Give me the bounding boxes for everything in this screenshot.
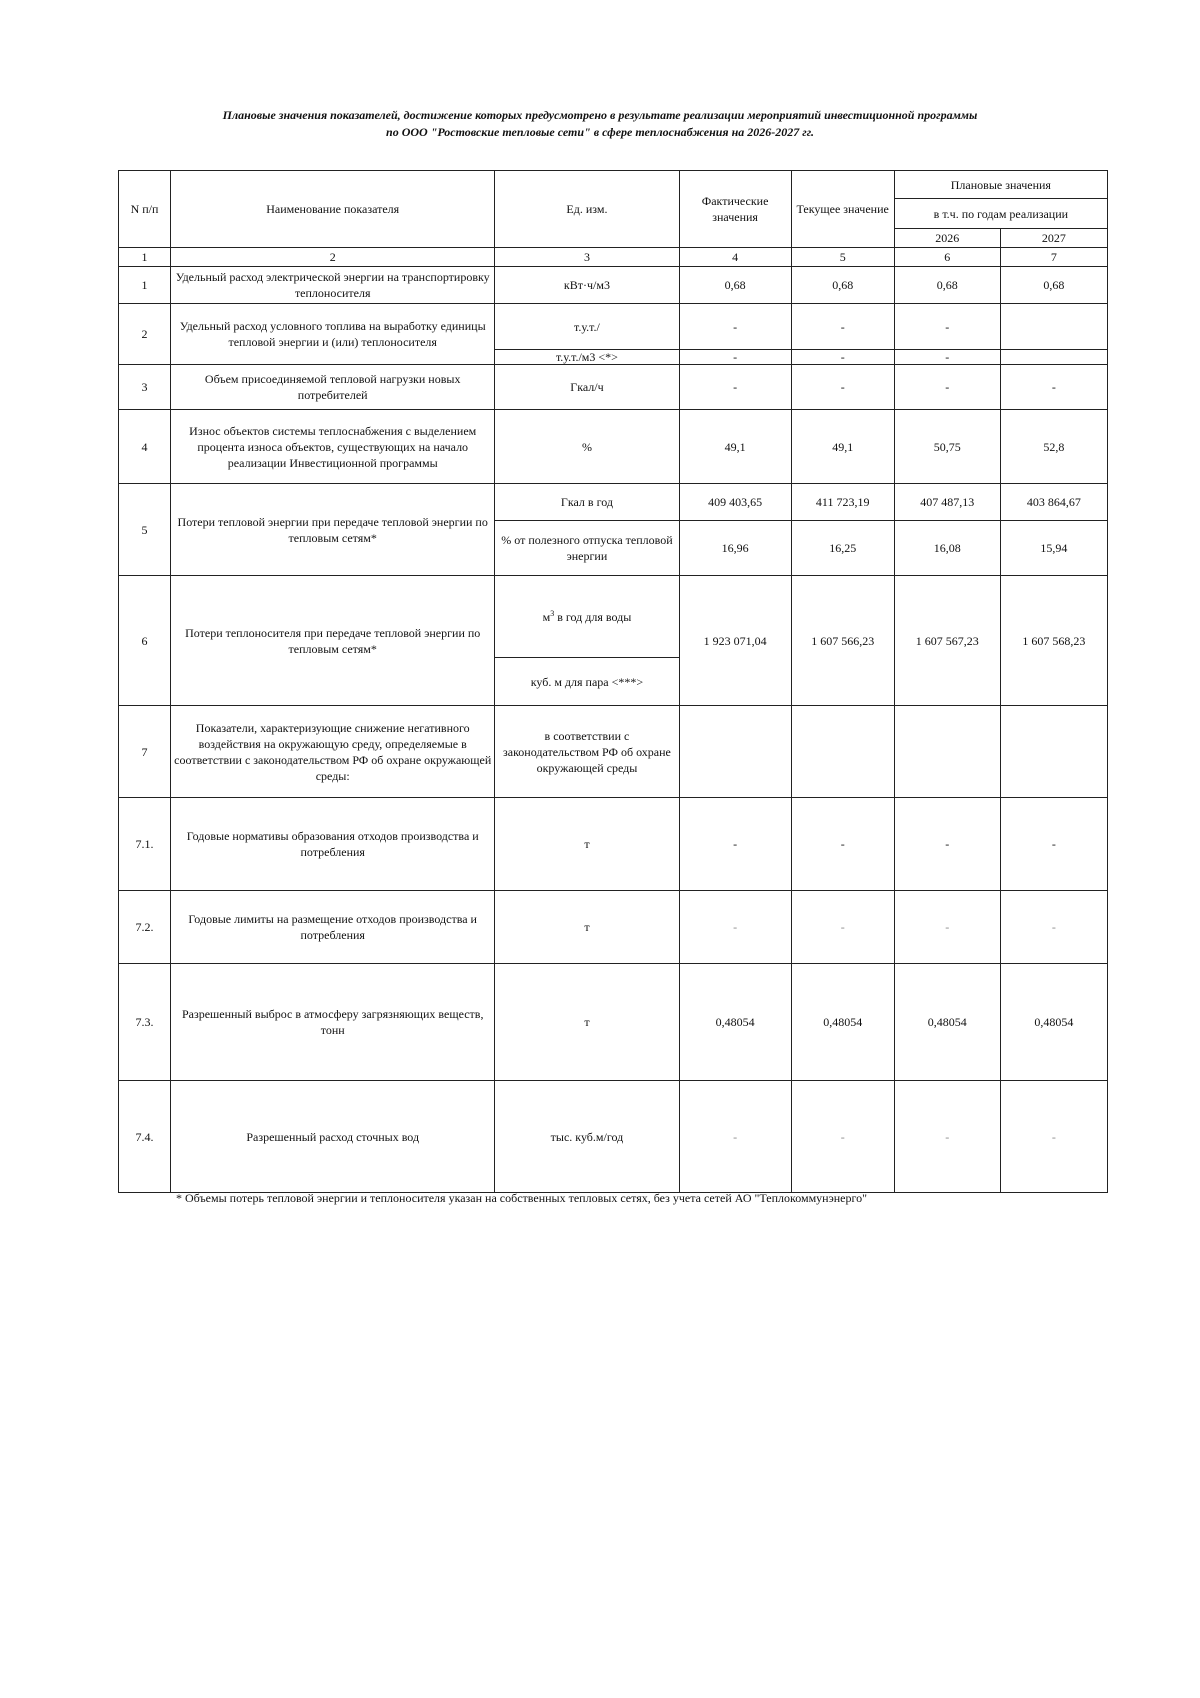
row-num: 7.4.	[119, 1081, 171, 1193]
indicators-table	[118, 170, 1108, 1193]
row-2026: 50,75	[894, 410, 1000, 484]
row-num: 5	[119, 484, 171, 576]
row-actual: 0,48054	[679, 964, 791, 1081]
row-num: 7	[119, 706, 171, 798]
row-actual: -	[679, 365, 791, 410]
table-row	[119, 267, 1108, 304]
row-current: 49,1	[791, 410, 894, 484]
row-num: 7.2.	[119, 891, 171, 964]
row-name: Потери тепловой энергии при передаче тепловой энергии по тепловым сетям*	[171, 484, 495, 576]
row-actual: -	[679, 798, 791, 891]
footnote: * Объемы потерь тепловой энергии и теплоносителя указан на собственных тепловых сетях, без учета сетей АО "Теплокоммунэнерго"	[176, 1191, 868, 1205]
row-2026	[894, 706, 1000, 798]
row-current: -	[791, 891, 894, 964]
table-row	[119, 891, 1108, 964]
col-number: 7	[1000, 248, 1107, 267]
row-num: 6	[119, 576, 171, 706]
column-numbers-row	[119, 248, 1108, 267]
row-2026: 16,08	[894, 521, 1000, 576]
row-2027	[1000, 350, 1107, 365]
row-current: 0,68	[791, 267, 894, 304]
table-row	[119, 304, 1108, 350]
row-2027: -	[1000, 798, 1107, 891]
header-num: N п/п	[119, 171, 171, 248]
row-current: 16,25	[791, 521, 894, 576]
row-num: 3	[119, 365, 171, 410]
row-unit: %	[495, 410, 679, 484]
row-2027: 52,8	[1000, 410, 1107, 484]
row-unit: т	[495, 798, 679, 891]
row-current: 0,48054	[791, 964, 894, 1081]
col-number: 5	[791, 248, 894, 267]
row-unit: $м^3$ в год для воды	[495, 576, 679, 658]
header-planned: Плановые значения	[894, 171, 1107, 199]
row-2027	[1000, 304, 1107, 350]
table-row	[119, 964, 1108, 1081]
col-number: 6	[894, 248, 1000, 267]
row-num: 7.3.	[119, 964, 171, 1081]
row-name: Разрешенный расход сточных вод	[171, 1081, 495, 1193]
row-name: Показатели, характеризующие снижение негативного воздействия на окружающую среду, определяемые в соответствии с законодательством РФ об охране окружающей среды:	[171, 706, 495, 798]
row-unit: кВт·ч/м3	[495, 267, 679, 304]
col-number: 4	[679, 248, 791, 267]
header-by-years: в т.ч. по годам реализации	[894, 199, 1107, 229]
table-row	[119, 706, 1108, 798]
row-unit: Гкал/ч	[495, 365, 679, 410]
row-name: Объем присоединяемой тепловой нагрузки новых потребителей	[171, 365, 495, 410]
table-row	[119, 576, 1108, 658]
row-2026: -	[894, 304, 1000, 350]
row-2026: -	[894, 365, 1000, 410]
row-actual: 409 403,65	[679, 484, 791, 521]
table-row	[119, 1081, 1108, 1193]
row-2026: 0,68	[894, 267, 1000, 304]
row-num: 7.1.	[119, 798, 171, 891]
row-name: Годовые лимиты на размещение отходов производства и потребления	[171, 891, 495, 964]
row-name: Удельный расход электрической энергии на транспортировку теплоносителя	[171, 267, 495, 304]
row-name: Износ объектов системы теплоснабжения с выделением процента износа объектов, существующих на начало реализации Инвестиционной программы	[171, 410, 495, 484]
row-2026: 1 607 567,23	[894, 576, 1000, 706]
row-name: Потери теплоносителя при передаче тепловой энергии по тепловым сетям*	[171, 576, 495, 706]
title-line-2: по ООО "Ростовские тепловые сети" в сфере теплоснабжения на 2026-2027 гг.	[386, 125, 814, 139]
row-actual: -	[679, 304, 791, 350]
row-2027: 403 864,67	[1000, 484, 1107, 521]
row-2027: -	[1000, 891, 1107, 964]
header-name: Наименование показателя	[171, 171, 495, 248]
row-current	[791, 706, 894, 798]
row-2027: 1 607 568,23	[1000, 576, 1107, 706]
row-num: 1	[119, 267, 171, 304]
document-title	[0, 107, 1200, 141]
row-actual: 0,68	[679, 267, 791, 304]
table-row	[119, 798, 1108, 891]
header-row-1	[119, 171, 1108, 199]
header-year-2027: 2027	[1000, 229, 1107, 248]
row-2026: -	[894, 798, 1000, 891]
row-2027: 0,48054	[1000, 964, 1107, 1081]
table-row	[119, 410, 1108, 484]
row-current: -	[791, 350, 894, 365]
row-name: Годовые нормативы образования отходов производства и потребления	[171, 798, 495, 891]
row-actual	[679, 706, 791, 798]
row-2026: -	[894, 350, 1000, 365]
row-2027: 0,68	[1000, 267, 1107, 304]
row-2026: -	[894, 891, 1000, 964]
col-number: 1	[119, 248, 171, 267]
row-unit: % от полезного отпуска тепловой энергии	[495, 521, 679, 576]
col-number: 3	[495, 248, 679, 267]
row-actual: -	[679, 1081, 791, 1193]
row-unit: т.у.т./	[495, 304, 679, 350]
row-actual: -	[679, 350, 791, 365]
row-unit: Гкал в год	[495, 484, 679, 521]
col-number: 2	[171, 248, 495, 267]
row-num: 4	[119, 410, 171, 484]
row-2026: -	[894, 1081, 1000, 1193]
row-actual: 16,96	[679, 521, 791, 576]
table-row	[119, 365, 1108, 410]
row-current: -	[791, 304, 894, 350]
row-num: 2	[119, 304, 171, 365]
row-current: -	[791, 798, 894, 891]
row-actual: 49,1	[679, 410, 791, 484]
row-2027: 15,94	[1000, 521, 1107, 576]
table-row	[119, 484, 1108, 521]
header-current: Текущее значение	[791, 171, 894, 248]
row-2026: 407 487,13	[894, 484, 1000, 521]
row-actual: -	[679, 891, 791, 964]
row-2027: -	[1000, 1081, 1107, 1193]
header-unit: Ед. изм.	[495, 171, 679, 248]
row-current: -	[791, 1081, 894, 1193]
row-2027	[1000, 706, 1107, 798]
row-unit: т	[495, 964, 679, 1081]
row-actual: 1 923 071,04	[679, 576, 791, 706]
row-unit: куб. м для пара <***>	[495, 658, 679, 706]
row-current: 411 723,19	[791, 484, 894, 521]
row-name: Разрешенный выброс в атмосферу загрязняющих веществ, тонн	[171, 964, 495, 1081]
row-2026: 0,48054	[894, 964, 1000, 1081]
header-actual: Фактические значения	[679, 171, 791, 248]
row-unit: в соответствии с законодательством РФ об охране окружающей среды	[495, 706, 679, 798]
row-unit: т	[495, 891, 679, 964]
row-2027: -	[1000, 365, 1107, 410]
row-unit: т.у.т./м3 <*>	[495, 350, 679, 365]
row-name: Удельный расход условного топлива на выработку единицы тепловой энергии и (или) теплоносителя	[171, 304, 495, 365]
row-unit: тыс. куб.м/год	[495, 1081, 679, 1193]
row-current: 1 607 566,23	[791, 576, 894, 706]
row-current: -	[791, 365, 894, 410]
title-line-1: Плановые значения показателей, достижение которых предусмотрено в результате реализации мероприятий инвестиционной программы	[222, 108, 978, 122]
header-year-2026: 2026	[894, 229, 1000, 248]
